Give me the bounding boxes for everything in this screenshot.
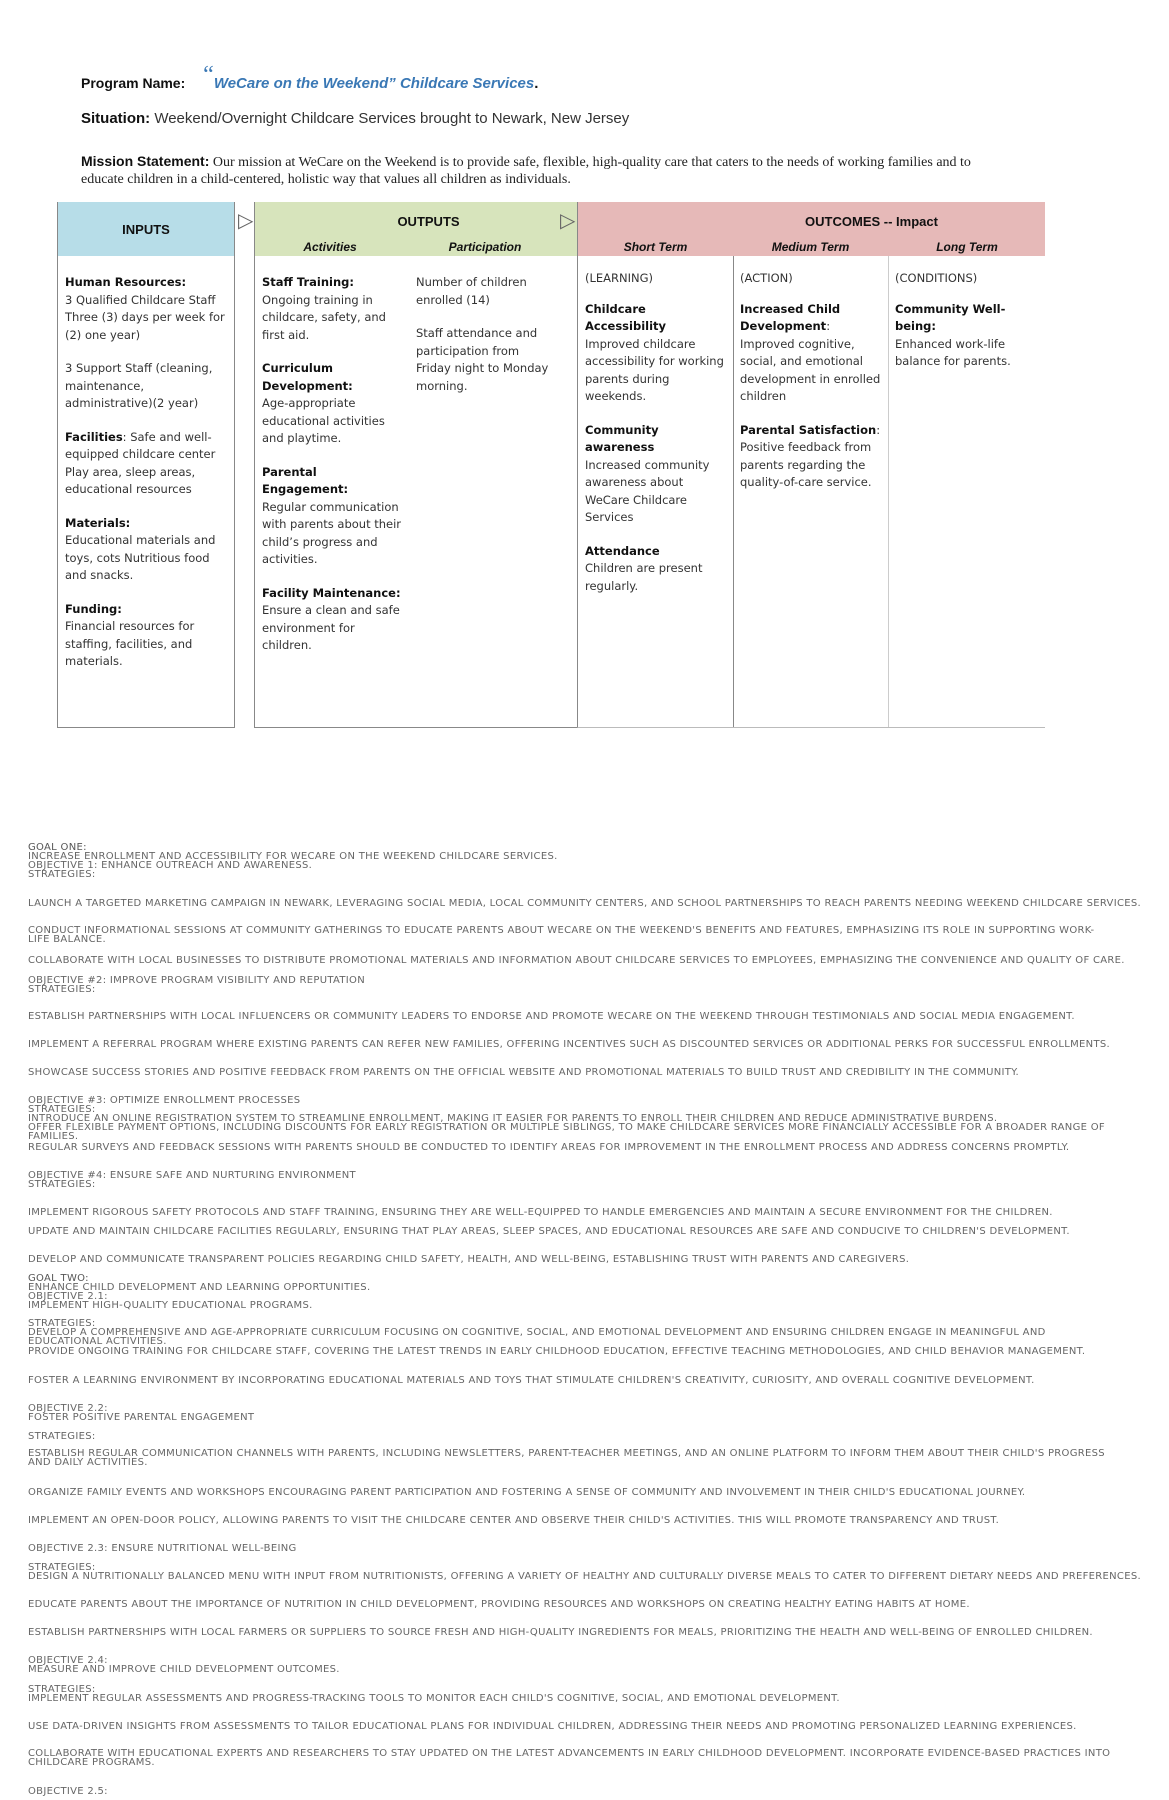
program-name-value: WeCare on the Weekend” Childcare Services (213, 75, 535, 92)
situation-text: Weekend/Overnight Childcare Services brought to Newark, New Jersey (154, 110, 630, 127)
medium-term-subheader: Medium Term (771, 240, 850, 254)
strategy-item: FOSTER A LEARNING ENVIRONMENT BY INCORPORATING EDUCATIONAL MATERIALS AND TOYS THAT STIMULATE CHILDREN'S CREATIVITY, CURIOSITY, AND OVERALL COGNITIVE DEVELOPMENT. (28, 1375, 1035, 1386)
strategies-label: STRATEGIES: (28, 1318, 96, 1329)
objective-1-2: OBJECTIVE #2: IMPROVE PROGRAM VISIBILITY AND REPUTATION (28, 975, 365, 986)
input-item: Human Resources: 3 Qualified Childcare Staff Three (3) days per week for (2) one year) (65, 275, 225, 342)
strategies-label: STRATEGIES: (28, 1562, 96, 1573)
program-name-period: . (534, 75, 539, 92)
objective-2-3: OBJECTIVE 2.3: ENSURE NUTRITIONAL WELL-BEING (28, 1543, 297, 1554)
activity-item: Parental Engagement: Regular communication with parents about their child’s progress and activities. (262, 464, 402, 566)
outcomes-title: OUTCOMES -- Impact (805, 214, 938, 229)
participation-item: Staff attendance and participation from Friday night to Monday morning. (416, 326, 549, 393)
outputs-title: OUTPUTS (397, 214, 460, 229)
strategy-item: INTRODUCE AN ONLINE REGISTRATION SYSTEM TO STREAMLINE ENROLLMENT, MAKING IT EASIER FOR PARENTS TO ENROLL THEIR CHILDREN AND REDUCE ADMINISTRATIVE BURDENS. (28, 1113, 998, 1124)
objective-2-2-label: OBJECTIVE 2.2: (28, 1403, 108, 1414)
objective-2-4-label: OBJECTIVE 2.4: (28, 1655, 108, 1666)
activity-item: Facility Maintenance: Ensure a clean and safe environment for children. (262, 585, 401, 652)
short-term-subheader: Short Term (623, 240, 688, 254)
strategy-item: LAUNCH A TARGETED MARKETING CAMPAIGN IN NEWARK, LEVERAGING SOCIAL MEDIA, LOCAL COMMUNITY CENTERS, AND SCHOOL PARTNERSHIPS TO REACH PARENTS NEEDING WEEKEND CHILDCARE SERVICES. (28, 898, 1141, 909)
inputs-title: INPUTS (122, 222, 170, 237)
strategy-item: EDUCATE PARENTS ABOUT THE IMPORTANCE OF NUTRITION IN CHILD DEVELOPMENT, PROVIDING RESOURCES AND WORKSHOPS ON CREATING HEALTHY EATING HABITS AT HOME. (28, 1599, 970, 1610)
input-item: Materials: Educational materials and toys, cots Nutritious food and snacks. (65, 515, 216, 582)
activity-item: Staff Training: Ongoing training in childcare, safety, and first aid. (262, 275, 386, 342)
input-item: 3 Support Staff (cleaning, maintenance, administrative)(2 year) (65, 361, 213, 410)
strategy-item: ESTABLISH PARTNERSHIPS WITH LOCAL INFLUENCERS OR COMMUNITY LEADERS TO ENDORSE AND PROMOTE WECARE ON THE WEEKEND THROUGH TESTIMONIALS AND SOCIAL MEDIA ENGAGEMENT. (28, 1011, 1075, 1022)
strategies-label: STRATEGIES: (28, 1104, 96, 1115)
short-term-item: Childcare Accessibility Improved childcare accessibility for working parents during weekends. (585, 301, 724, 403)
medium-term-item: Increased Child Development: Improved cognitive, social, and emotional development in enrolled children (740, 301, 881, 403)
goal-one-label: GOAL ONE: (28, 842, 87, 853)
long-term-subheader: Long Term (936, 240, 998, 254)
strategy-item: IMPLEMENT AN OPEN-DOOR POLICY, ALLOWING PARENTS TO VISIT THE CHILDCARE CENTER AND OBSERVE THEIR CHILD'S ACTIVITIES. THIS WILL PROMOTE TRANSPARENCY AND TRUST. (28, 1515, 1000, 1526)
objective-2-1: IMPLEMENT HIGH-QUALITY EDUCATIONAL PROGRAMS. (28, 1300, 313, 1311)
objective-2-5-label: OBJECTIVE 2.5: (28, 1786, 108, 1797)
participation-item: Number of children enrolled (14) (416, 275, 527, 307)
inputs-arrow-icon: ▷ (238, 208, 254, 232)
strategies-label: STRATEGIES: (28, 984, 96, 995)
objective-2-1-label: OBJECTIVE 2.1: (28, 1291, 108, 1302)
medium-term-item: Parental Satisfaction: Positive feedback from parents regarding the quality-of-care service. (740, 422, 881, 489)
short-term-label: (LEARNING) (585, 271, 654, 285)
strategy-item: USE DATA-DRIVEN INSIGHTS FROM ASSESSMENTS TO TAILOR EDUCATIONAL PLANS FOR INDIVIDUAL CHILDREN, ADDRESSING THEIR NEEDS AND PROMOTING PERSONALIZED LEARNING EXPERIENCES. (28, 1721, 1077, 1732)
short-term-item: Attendance Children are present regularly. (585, 543, 703, 593)
strategies-label: STRATEGIES: (28, 869, 96, 880)
strategies-label: STRATEGIES: (28, 1684, 96, 1695)
strategy-item: ORGANIZE FAMILY EVENTS AND WORKSHOPS ENCOURAGING PARENT PARTICIPATION AND FOSTERING A SENSE OF COMMUNITY AND INVOLVEMENT IN THEIR CHILD'S EDUCATIONAL JOURNEY. (28, 1487, 1026, 1498)
activity-item: Curriculum Development: Age-appropriate educational activities and playtime. (262, 361, 385, 445)
strategy-item: CONDUCT INFORMATIONAL SESSIONS AT COMMUNITY GATHERINGS TO EDUCATE PARENTS ABOUT WECARE ON THE WEEKEND'S BENEFITS AND FEATURES, EMPHASIZING ITS ROLE IN SUPPORTING WORK-LIFE BALANCE. (28, 925, 1095, 945)
short-term-item: Community awareness Increased community awareness about WeCare Childcare Services (585, 422, 710, 524)
medium-term-label: (ACTION) (740, 271, 793, 285)
participation-subheader: Participation (448, 240, 522, 254)
strategy-item: COLLABORATE WITH EDUCATIONAL EXPERTS AND RESEARCHERS TO STAY UPDATED ON THE LATEST ADVANCEMENTS IN EARLY CHILDHOOD DEVELOPMENT. INCORPORATE EVIDENCE-BASED PRACTICES INTO CHILDCARE PROGRAMS. (28, 1748, 1111, 1768)
objective-1-1: OBJECTIVE 1: ENHANCE OUTREACH AND AWARENESS. (28, 860, 313, 871)
mission-label: Mission Statement: (81, 153, 210, 169)
long-term-label: (CONDITIONS) (895, 271, 978, 285)
objective-1-4: OBJECTIVE #4: ENSURE SAFE AND NURTURING ENVIRONMENT (28, 1170, 356, 1181)
goal-two-text: ENHANCE CHILD DEVELOPMENT AND LEARNING OPPORTUNITIES. (28, 1282, 371, 1293)
situation-label: Situation: (81, 110, 151, 127)
strategy-item: SHOWCASE SUCCESS STORIES AND POSITIVE FEEDBACK FROM PARENTS ON THE OFFICIAL WEBSITE AND PROMOTIONAL MATERIALS TO BUILD TRUST AND CREDIBILITY IN THE COMMUNITY. (28, 1067, 1020, 1078)
input-item: Funding: Financial resources for staffing, facilities, and materials. (65, 601, 195, 668)
goals-section (28, 0, 1141, 1800)
strategy-item: UPDATE AND MAINTAIN CHILDCARE FACILITIES REGULARLY, ENSURING THAT PLAY AREAS, SLEEP SPACES, AND EDUCATIONAL RESOURCES ARE SAFE AND CONDUCIVE TO CHILDREN'S DEVELOPMENT. (28, 1226, 1070, 1237)
strategy-item: OFFER FLEXIBLE PAYMENT OPTIONS, INCLUDING DISCOUNTS FOR EARLY REGISTRATION OR MULTIPLE SIBLINGS, TO MAKE CHILDCARE SERVICES MORE FINANCIALLY ACCESSIBLE FOR A BROADER RANGE OF FAMILIES. (28, 1122, 1105, 1142)
strategy-item: PROVIDE ONGOING TRAINING FOR CHILDCARE STAFF, COVERING THE LATEST TRENDS IN EARLY CHILDHOOD EDUCATION, EFFECTIVE TEACHING METHODOLOGIES, AND CHILD BEHAVIOR MANAGEMENT. (28, 1346, 1086, 1357)
goal-one-text: INCREASE ENROLLMENT AND ACCESSIBILITY FOR WECARE ON THE WEEKEND CHILDCARE SERVICES. (28, 851, 558, 862)
strategy-item: DEVELOP AND COMMUNICATE TRANSPARENT POLICIES REGARDING CHILD SAFETY, HEALTH, AND WELL-BEING, ESTABLISHING TRUST WITH PARENTS AND CAREGIVERS. (28, 1254, 910, 1265)
objective-2-2: FOSTER POSITIVE PARENTAL ENGAGEMENT (28, 1412, 255, 1423)
strategies-label: STRATEGIES: (28, 1179, 96, 1190)
strategy-item: ESTABLISH REGULAR COMMUNICATION CHANNELS WITH PARENTS, INCLUDING NEWSLETTERS, PARENT-TEACHER MEETINGS, AND AN ONLINE PLATFORM TO INFORM THEM ABOUT THEIR CHILD'S PROGRESS AND DAILY ACTIVITIES. (28, 1448, 1105, 1468)
mission-text: Our mission at WeCare on the Weekend is to provide safe, flexible, high-quality care that caters to the needs of working families and to educate children in a child-centered, holistic way that values all children as individuals. (81, 155, 971, 187)
goal-two-label: GOAL TWO: (28, 1273, 89, 1284)
program-name-quote: “ (203, 62, 214, 88)
strategy-item: COLLABORATE WITH LOCAL BUSINESSES TO DISTRIBUTE PROMOTIONAL MATERIALS AND INFORMATION ABOUT CHILDCARE SERVICES TO EMPLOYEES, EMPHASIZING THE CONVENIENCE AND QUALITY OF CARE. (28, 955, 1125, 966)
long-term-item: Community Well-being: Enhanced work-life balance for parents. (895, 301, 1011, 368)
strategy-item: DEVELOP A COMPREHENSIVE AND AGE-APPROPRIATE CURRICULUM FOCUSING ON COGNITIVE, SOCIAL, AND EMOTIONAL DEVELOPMENT AND ENSURING CHILDREN ENGAGE IN MEANINGFUL AND EDUCATIONAL ACTIVITIES. (28, 1327, 1046, 1347)
outputs-arrow-icon: ▷ (560, 208, 576, 232)
strategy-item: IMPLEMENT A REFERRAL PROGRAM WHERE EXISTING PARENTS CAN REFER NEW FAMILIES, OFFERING INCENTIVES SUCH AS DISCOUNTED SERVICES OR ADDITIONAL PERKS FOR SUCCESSFUL ENROLLMENTS. (28, 1039, 1110, 1050)
strategy-item: IMPLEMENT REGULAR ASSESSMENTS AND PROGRESS-TRACKING TOOLS TO MONITOR EACH CHILD'S COGNITIVE, SOCIAL, AND EMOTIONAL DEVELOPMENT. (28, 1693, 840, 1704)
strategy-item: ESTABLISH PARTNERSHIPS WITH LOCAL FARMERS OR SUPPLIERS TO SOURCE FRESH AND HIGH-QUALITY INGREDIENTS FOR MEALS, PRIORITIZING THE HEALTH AND WELL-BEING OF ENROLLED CHILDREN. (28, 1627, 1093, 1638)
strategy-item: IMPLEMENT RIGOROUS SAFETY PROTOCOLS AND STAFF TRAINING, ENSURING THEY ARE WELL-EQUIPPED TO HANDLE EMERGENCIES AND MAINTAIN A SECURE ENVIRONMENT FOR THE CHILDREN. (28, 1207, 1053, 1218)
objective-1-3: OBJECTIVE #3: OPTIMIZE ENROLLMENT PROCESSES (28, 1095, 301, 1106)
strategy-item: REGULAR SURVEYS AND FEEDBACK SESSIONS WITH PARENTS SHOULD BE CONDUCTED TO IDENTIFY AREAS FOR IMPROVEMENT IN THE ENROLLMENT PROCESS AND ADDRESS CONCERNS PROMPTLY. (28, 1142, 1070, 1153)
activities-subheader: Activities (303, 240, 357, 254)
objective-2-4: MEASURE AND IMPROVE CHILD DEVELOPMENT OUTCOMES. (28, 1664, 340, 1675)
input-item: Facilities: Safe and well-equipped childcare center Play area, sleep areas, educational resources (65, 429, 216, 496)
program-name-label: Program Name: (81, 75, 186, 91)
strategies-label: STRATEGIES: (28, 1431, 96, 1442)
strategy-item: DESIGN A NUTRITIONALLY BALANCED MENU WITH INPUT FROM NUTRITIONISTS, OFFERING A VARIETY OF HEALTHY AND CULTURALLY DIVERSE MEALS TO CATER TO DIFFERENT DIETARY NEEDS AND PREFERENCES. (28, 1571, 1141, 1582)
